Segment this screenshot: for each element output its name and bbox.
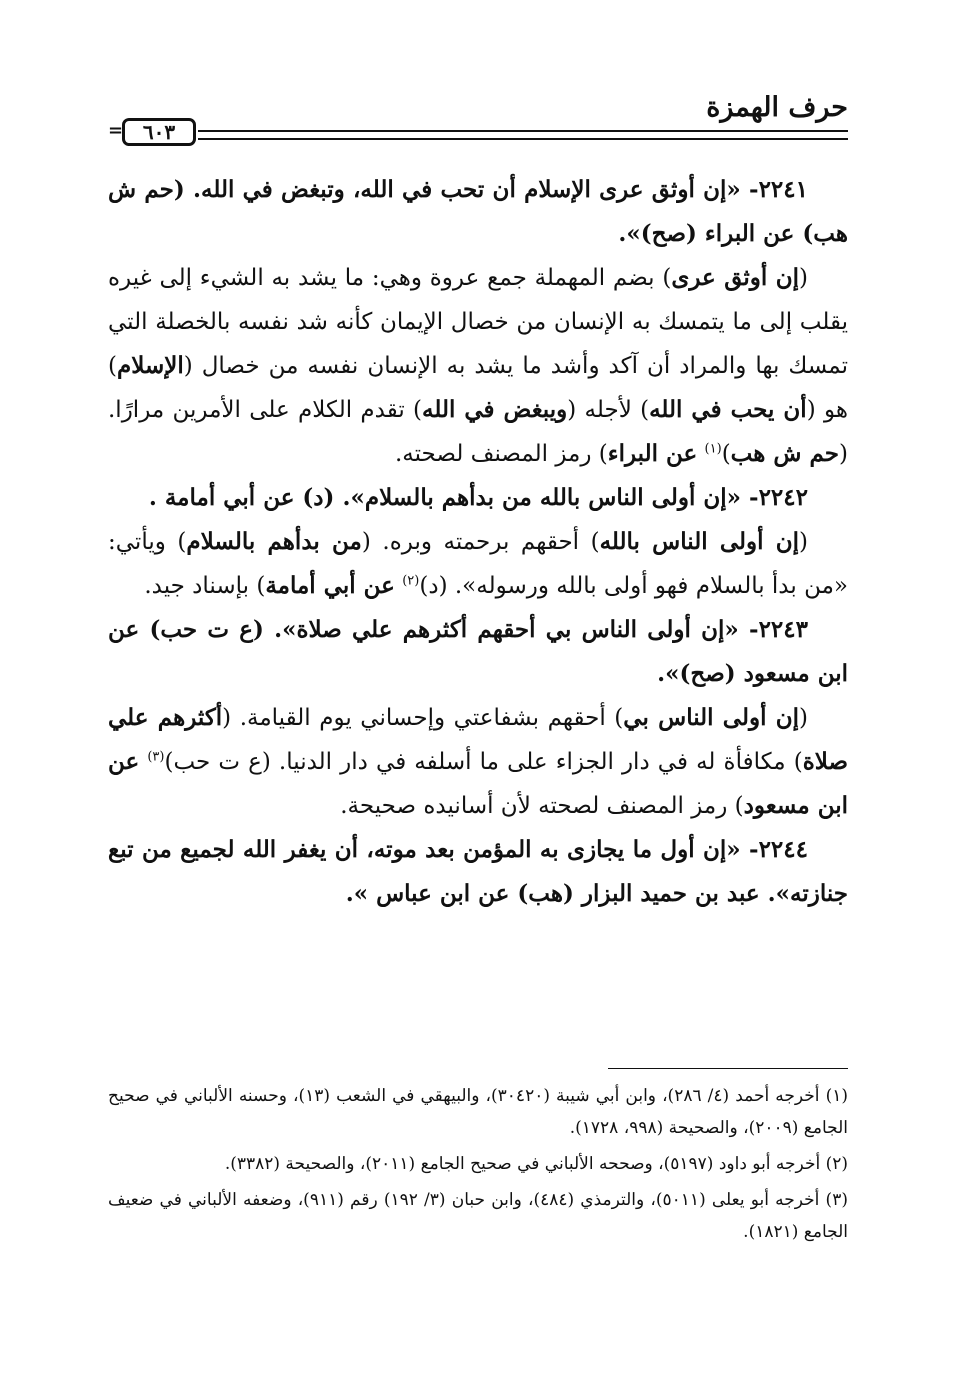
quoted-term: الإسلام (116, 352, 184, 379)
footnote-separator (608, 1068, 848, 1069)
header-rule (108, 118, 848, 146)
footnote-ref[interactable]: (٢) (402, 573, 420, 589)
commentary-text: ) مكافأة له في دار الجزاء على ما أسلفه في دار الدنيا. (ع ت حب) (164, 749, 803, 775)
commentary-text: ) بضم المهملة جمع عروة وهي: ما يشد به الشيء إلى غيره يقلب إلى ما يتمسك به الإنسان من خصال الإيمان كأنه شد نفسه بالخصلة التي تمسك بها والمراد أن آكد وأشد ما يشد به الإنسان نفسه من خصال ( (108, 265, 848, 379)
quoted-term: إن أولى الناس بي (623, 704, 800, 731)
quoted-term: حم ش هب (730, 440, 840, 467)
quoted-term: عن أبي أمامة (265, 572, 395, 599)
hadith-text: «إن أولى الناس بالله من بدأهم بالسلام». (د) عن أبي أمامة . (148, 484, 742, 511)
equals-mark: = (108, 120, 124, 141)
commentary-2243 (108, 696, 848, 828)
quoted-term: عن ابن مسعود (108, 748, 848, 819)
quoted-term: إن أولى الناس بالله (599, 528, 800, 555)
paren: ( (799, 265, 808, 291)
main-text (108, 168, 848, 916)
hadith-text: «إن أول ما يجازى به المؤمن بعد موته، أن يغفر الله لجميع من تبع جنازته». عبد بن حميد البزار (هب) عن ابن عباس ». (108, 836, 848, 907)
quoted-term: أكثرهم علي صلاة (108, 704, 848, 775)
hadith-2244 (108, 828, 848, 916)
paren: ( (799, 705, 808, 731)
commentary-2242 (108, 520, 848, 608)
double-rule-line (198, 130, 848, 140)
quoted-term: أن يحب في الله (649, 396, 807, 423)
commentary-text: ) رمز المصنف لصحته لأن أسانيده صحيحة. (340, 793, 744, 819)
hadith-2241 (108, 168, 848, 256)
hadith-2243 (108, 608, 848, 696)
hadith-number: ٢٢٤٢- (749, 484, 808, 511)
commentary-text: ) أحقهم بشفاعتي وإحساني يوم القيامة. ( (222, 705, 624, 731)
commentary-text: ) أحقهم برحمته وبره. ( (361, 529, 600, 555)
commentary-text: ) ويأتي: «من بدأ بالسلام فهو أولى بالله ورسوله». (د) (108, 529, 848, 599)
quoted-term: إن أوثق عرى (671, 264, 800, 291)
hadith-text: «إن أوثق عرى الإسلام أن تحب في الله، وتبغض في الله. (حم ش هب) عن البراء (صح)». (108, 176, 848, 247)
footnote-ref[interactable]: (١) (704, 441, 722, 457)
quoted-term: عن البراء (607, 440, 698, 467)
footnotes (108, 1080, 848, 1252)
hadith-number: ٢٢٤٣- (749, 616, 808, 643)
page-number: ٦٠٣ (122, 118, 196, 146)
commentary-text: ) رمز المصنف لصحته. (394, 441, 608, 467)
commentary-text: ) هو ( (108, 353, 848, 423)
quoted-term: ويبغض في الله (422, 396, 568, 423)
footnote-ref[interactable]: (٣) (147, 749, 165, 765)
footnote-1: (١) أخرجه أحمد (٤/ ٢٨٦)، وابن أبي شيبة (٣٠٤٢٠)، والبيهقي في الشعب (١٣)، وحسنه الألباني في صحيح الجامع (٢٠٠٩)، والصحيحة (٩٩٨، ١٧٢٨). (108, 1086, 849, 1138)
commentary-2241 (108, 256, 848, 476)
hadith-text: «إن أولى الناس بي أحقهم أكثرهم علي صلاة». (ع ت حب) عن ابن مسعود (صح)». (108, 616, 848, 687)
commentary-text: ) لأجله ( (567, 397, 650, 423)
commentary-text: ) (721, 441, 731, 467)
quoted-term: من بدأهم بالسلام (186, 528, 362, 555)
chapter-title: حرف الهمزة (706, 92, 848, 123)
footnote-3: (٣) أخرجه أبو يعلى (٥٠١١)، والترمذي (٤٨٤)، وابن حبان (٣/ ١٩٢) رقم (٩١١)، وضعفه الألباني في ضعيف الجامع (١٨٢١). (108, 1190, 848, 1242)
commentary-text: ) تقدم الكلام على الأمرين مرارًا. ( (108, 397, 848, 467)
commentary-text: ) بإسناد جيد. (144, 573, 266, 599)
footnote-2: (٢) أخرجه أبو داود (٥١٩٧)، وصححه الألباني في صحيح الجامع (٢٠١١)، والصحيحة (٣٣٨٢). (224, 1154, 848, 1174)
hadith-2242 (108, 476, 848, 520)
hadith-number: ٢٢٤٤- (749, 836, 808, 863)
paren: ( (799, 529, 809, 555)
hadith-number: ٢٢٤١- (749, 176, 808, 203)
